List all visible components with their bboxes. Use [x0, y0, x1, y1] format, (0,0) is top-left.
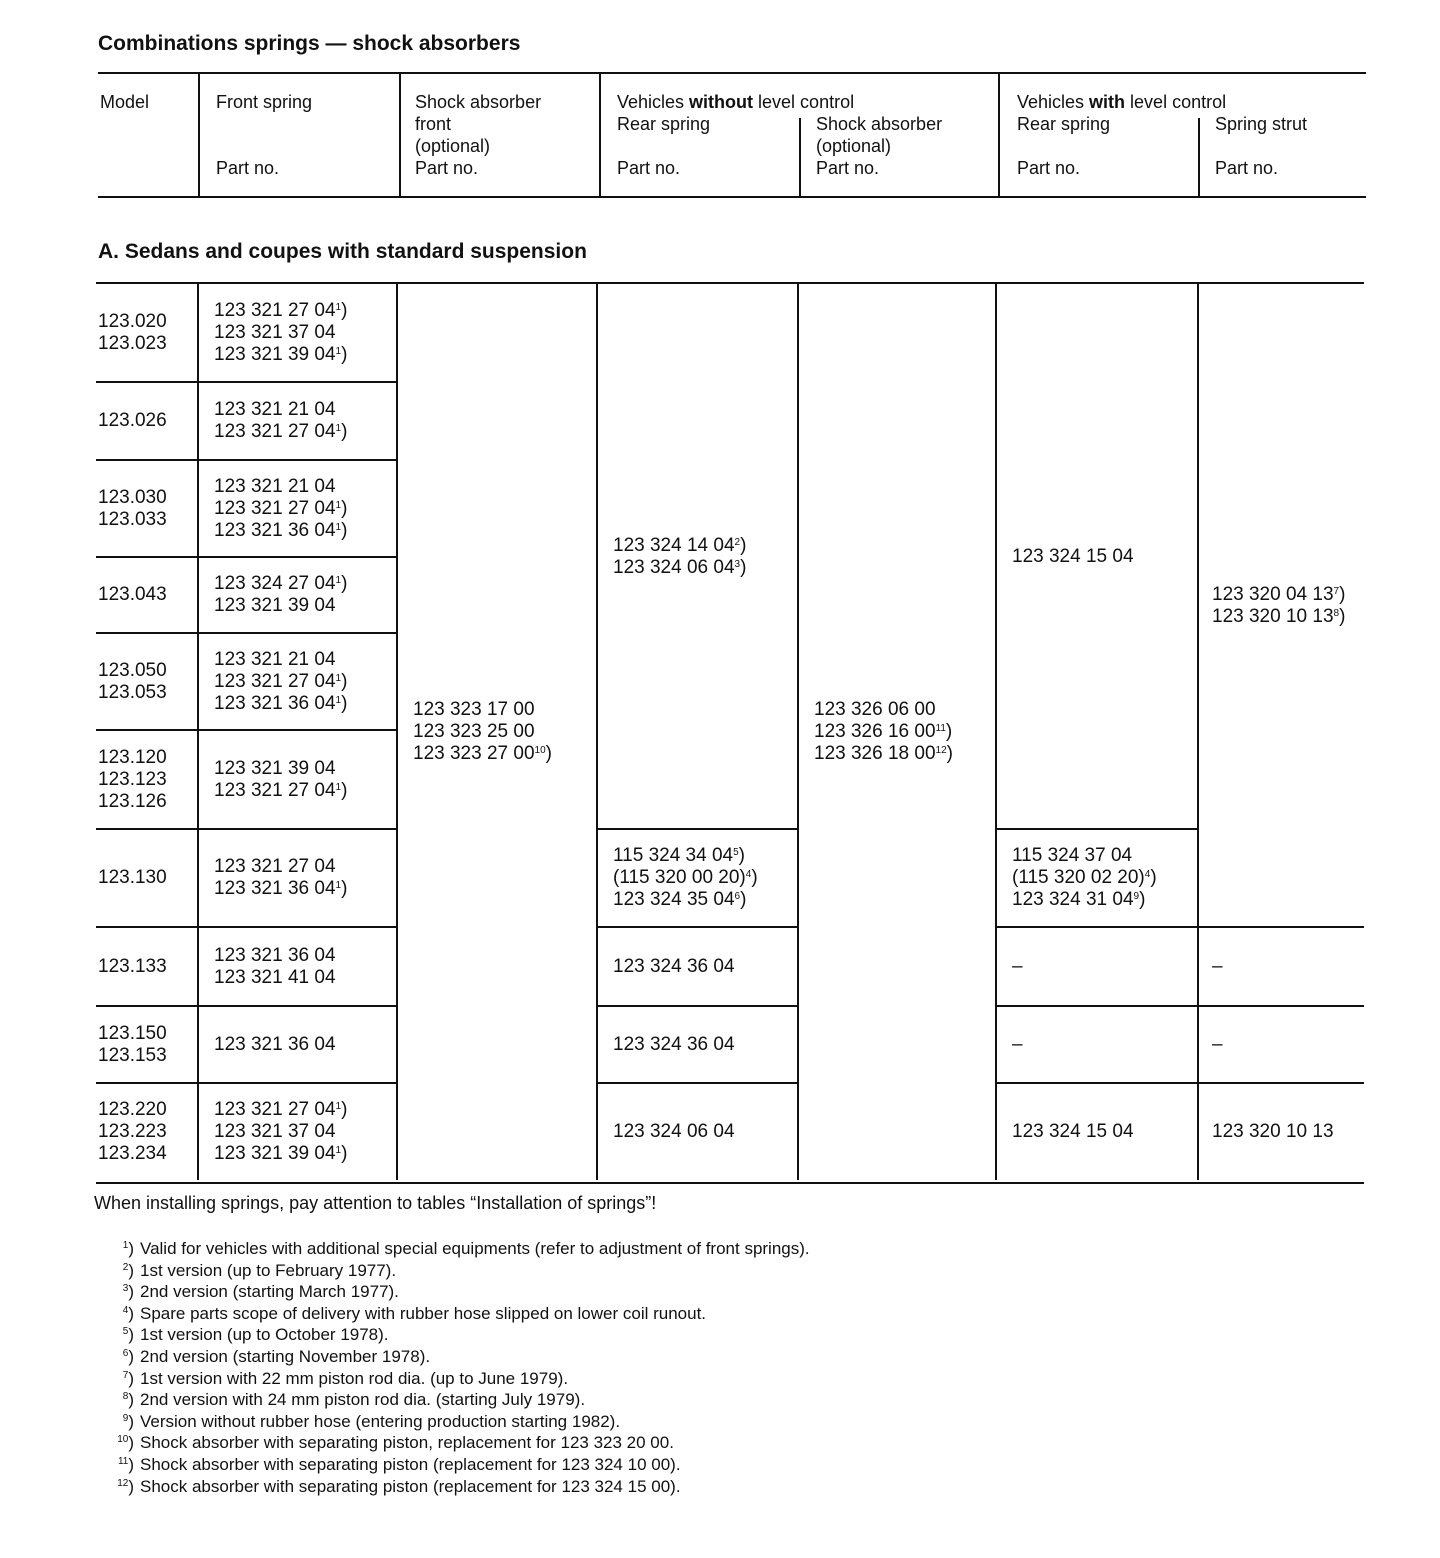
rear-spring-cell — [613, 829, 798, 927]
header-model: Model — [100, 92, 150, 112]
model-cell — [98, 557, 184, 633]
model-cell — [98, 927, 184, 1006]
front-spring-cell-line: 123 321 21 04 — [214, 475, 336, 497]
front-spring-cell-line: 123 321 39 $04^1$) — [214, 1142, 348, 1164]
footnote-number: 7 — [122, 1369, 129, 1381]
rear-spring-lc-cell-line: 123 324 15 04 — [1012, 545, 1134, 567]
footnote-marker: $^8$) — [122, 1390, 134, 1410]
footnote-number: 1 — [122, 1240, 129, 1251]
footnote-ref: 2 — [734, 536, 741, 548]
front-spring-cell — [214, 460, 397, 557]
front-spring-cell-line: 123 321 21 04 — [214, 399, 336, 420]
spring-strut-cell — [1212, 1006, 1362, 1083]
shock-front-cell-line: 123 323 25 00 — [413, 721, 535, 742]
footnote-ref: 4 — [1144, 869, 1151, 880]
rear-spring-cell — [613, 284, 798, 829]
column-divider — [1198, 118, 1200, 196]
rear-spring-cell-line: 123 324 35 $04^6$) — [613, 889, 747, 910]
front-spring-cell-line: 123 321 36 $04^1$) — [214, 692, 348, 714]
spring-strut-cell — [1212, 1083, 1362, 1180]
footnote-ref: 1 — [335, 575, 342, 586]
shock-rear-cell-line: 123 326 06 00 — [814, 699, 936, 720]
rear-spring-cell-line: 123 324 36 04 — [613, 1033, 735, 1055]
footnote-marker: $^9$) — [122, 1411, 134, 1431]
model-cell-line: 123.120 — [98, 746, 167, 768]
model-cell — [98, 730, 184, 829]
front-spring-cell-line: 123 321 39 04 — [214, 595, 336, 616]
footnote-item — [90, 1368, 810, 1390]
front-spring-cell-lines — [214, 1099, 347, 1165]
footnote-ref: 1 — [335, 694, 342, 706]
footnote-number: 9 — [122, 1412, 129, 1424]
model-cell-line: 123.020 — [98, 311, 167, 332]
header-group-text: level control — [753, 92, 855, 112]
header-part-no: Part no. — [415, 158, 479, 178]
footnote-ref: 7 — [1333, 585, 1340, 597]
spring-strut-cell-lines — [1212, 956, 1223, 978]
footnote-ref: 12 — [935, 745, 947, 756]
footnote-ref: 1 — [335, 1100, 342, 1112]
rear-spring-cell-lines — [613, 845, 758, 911]
header-part-no: Part no. — [617, 158, 681, 178]
footnote-ref: 1 — [335, 423, 342, 434]
front-spring-cell-line: 123 321 39 $04^1$) — [214, 344, 348, 365]
footnote-ref: 8 — [1333, 607, 1340, 619]
footnote-marker: $^7$) — [122, 1368, 134, 1388]
model-cell — [98, 633, 184, 730]
model-cell-line: 123.030 — [98, 486, 167, 508]
footnote-text: Valid for vehicles with additional special equipments (refer to adjustment of front springs). — [140, 1239, 810, 1258]
front-spring-cell — [214, 284, 397, 382]
model-cell-line: 123.130 — [98, 867, 167, 888]
footnote-number: 3 — [122, 1283, 129, 1295]
spring-strut-cell-line: 123 320 10 13 — [1212, 1120, 1334, 1142]
footnote-ref: 1 — [335, 781, 342, 793]
footnote-ref: 1 — [335, 302, 342, 313]
header-shock-front-line: (optional) — [415, 136, 491, 156]
spring-strut-cell-lines — [1212, 1121, 1334, 1143]
rear-spring-cell — [613, 1083, 798, 1180]
column-header-table — [98, 72, 1366, 198]
rear-spring-lc-cell — [1012, 927, 1198, 1006]
header-part-no: Part no. — [1017, 158, 1081, 178]
front-spring-cell-line: 123 321 37 04 — [214, 322, 336, 343]
front-spring-cell-lines — [214, 1034, 336, 1056]
model-cell-line: 123.023 — [98, 333, 167, 354]
front-spring-cell-line: 123 321 39 04 — [214, 757, 336, 779]
model-cell-line: 123.126 — [98, 790, 167, 812]
front-spring-cell — [214, 633, 397, 730]
header-shock-rear-line: (optional) — [816, 136, 892, 156]
parts-table — [96, 282, 1364, 1184]
footnote-marker: $^2$) — [122, 1260, 134, 1280]
header-group-text: level control — [1125, 92, 1227, 112]
front-spring-cell — [214, 730, 397, 829]
header-group-emphasis: without — [689, 92, 754, 112]
rear-spring-lc-cell — [1012, 1006, 1198, 1083]
model-cell-lines — [98, 584, 167, 606]
shock-front-cell-lines — [413, 699, 552, 765]
footnote-text: 1st version (up to February 1977). — [140, 1260, 397, 1280]
header-shock-rear-line: Shock absorber — [816, 114, 943, 134]
front-spring-cell-line: 123 321 27 $04^1$) — [214, 779, 348, 801]
front-spring-cell-line: 123 321 21 04 — [214, 648, 336, 670]
footnote-ref: 6 — [734, 891, 741, 902]
spring-strut-cell-lines — [1212, 1034, 1223, 1056]
model-cell — [98, 1083, 184, 1180]
front-spring-cell-lines — [214, 945, 336, 989]
header-without-level-control — [617, 91, 854, 113]
header-group-text: Vehicles — [617, 92, 690, 112]
footnote-number: 6 — [122, 1347, 129, 1359]
model-cell-lines — [98, 747, 167, 813]
front-spring-cell-line: 123 321 27 $04^1$) — [214, 497, 348, 519]
footnote-text: 2nd version (starting March 1977). — [140, 1282, 399, 1302]
rear-spring-lc-cell-line: 123 324 15 04 — [1012, 1120, 1134, 1142]
footnote-item — [90, 1454, 810, 1476]
rear-spring-cell-lines — [613, 1121, 735, 1143]
footnote-item — [90, 1303, 810, 1325]
model-cell-line: 123.123 — [98, 768, 167, 790]
footnote-ref: 1 — [335, 499, 342, 511]
footnote-marker: $^3$) — [122, 1282, 134, 1302]
footnote-text: 1st version (up to October 1978). — [140, 1325, 389, 1345]
header-group-text: Vehicles — [1017, 92, 1090, 112]
footnote-ref: 1 — [335, 1144, 342, 1156]
spring-strut-cell-line: 123 320 04 $13^7$) — [1212, 583, 1346, 605]
model-cell-line: 123.026 — [98, 410, 167, 431]
front-spring-cell-line: 123 321 27 $04^1$) — [214, 421, 348, 442]
model-cell — [98, 382, 184, 460]
footnote-number: 11 — [117, 1455, 129, 1467]
rear-spring-cell — [613, 927, 798, 1006]
footnote-marker: $^{11}$) — [117, 1454, 134, 1474]
shock-front-cell-line: 123 323 17 00 — [413, 699, 535, 720]
column-divider — [599, 74, 601, 196]
rear-spring-cell-lines — [613, 956, 735, 978]
front-spring-cell-line: 123 321 27 04 — [214, 856, 336, 877]
column-divider — [799, 118, 801, 196]
front-spring-cell-line: 123 321 36 $04^1$) — [214, 878, 348, 899]
footnote-ref: 1 — [335, 672, 342, 684]
footnote-item — [90, 1432, 810, 1454]
front-spring-cell-lines — [214, 856, 347, 900]
model-cell-lines — [98, 1099, 167, 1165]
footnote-number: 12 — [117, 1477, 129, 1489]
rear-spring-lc-cell-line: 123 324 31 $04^9$) — [1012, 889, 1146, 910]
rear-spring-lc-cell-line: (115 320 02 20)$^4$) — [1012, 867, 1157, 888]
model-cell-line: 123.043 — [98, 584, 167, 605]
rear-spring-lc-cell-line: 115 324 37 04 — [1012, 845, 1133, 866]
model-cell-line: 123.133 — [98, 955, 167, 977]
footnote-item — [90, 1260, 810, 1282]
footnote-marker: $^6$) — [122, 1346, 134, 1366]
footnote-number: 8 — [122, 1391, 129, 1403]
front-spring-cell-lines — [214, 758, 347, 802]
rear-spring-lc-cell-lines — [1012, 956, 1023, 978]
footnote-ref: 11 — [935, 723, 946, 734]
front-spring-cell-lines — [214, 300, 347, 366]
header-part-no: Part no. — [216, 158, 280, 178]
rear-spring-cell-lines — [613, 535, 746, 579]
model-cell-lines — [98, 410, 167, 432]
model-cell-line: 123.150 — [98, 1022, 167, 1044]
rear-spring-lc-cell — [1012, 284, 1198, 829]
model-cell-line: 123.220 — [98, 1098, 167, 1120]
model-cell — [98, 460, 184, 557]
footnote-item — [90, 1389, 810, 1411]
install-note: When installing springs, pay attention to tables “Installation of springs”! — [94, 1193, 657, 1213]
front-spring-cell-lines — [214, 476, 347, 542]
header-rear-spring: Rear spring — [617, 114, 711, 134]
model-cell — [98, 829, 184, 927]
footnote-item — [90, 1238, 810, 1260]
rear-spring-cell-lines — [613, 1034, 735, 1056]
front-spring-cell-line: 123 321 41 04 — [214, 966, 336, 988]
spring-strut-cell-line: – — [1212, 955, 1223, 977]
column-divider — [198, 74, 200, 196]
model-cell-line: 123.033 — [98, 508, 167, 530]
footnote-number: 4 — [122, 1304, 129, 1316]
rear-spring-lc-cell — [1012, 829, 1198, 927]
footnote-ref: 10 — [534, 745, 546, 756]
footnote-item — [90, 1476, 810, 1498]
front-spring-cell — [214, 927, 397, 1006]
spring-strut-cell-line: 123 320 10 $13^8$) — [1212, 605, 1346, 627]
footnote-ref: 3 — [734, 558, 741, 570]
footnote-number: 2 — [122, 1261, 129, 1273]
rear-spring-cell-line: (115 320 00 20)$^4$) — [613, 867, 758, 888]
header-part-no: Part no. — [816, 158, 880, 178]
header-part-no: Part no. — [1215, 158, 1279, 178]
front-spring-cell — [214, 1006, 397, 1083]
footnote-ref: 4 — [745, 869, 752, 880]
footnote-number: 10 — [117, 1434, 129, 1446]
model-cell — [98, 1006, 184, 1083]
front-spring-cell-line: 123 321 27 $04^1$) — [214, 300, 348, 321]
section-title: A. Sedans and coupes with standard suspension — [98, 240, 587, 263]
shock-rear-cell-line: 123 326 18 $00^{12}$) — [814, 743, 953, 764]
footnotes-list — [90, 1238, 810, 1497]
front-spring-cell-line: 123 321 37 04 — [214, 1120, 336, 1142]
footnote-marker: $^4$) — [122, 1303, 134, 1323]
front-spring-cell-lines — [214, 649, 347, 715]
model-cell — [98, 284, 184, 382]
footnote-text: Spare parts scope of delivery with rubber hose slipped on lower coil runout. — [140, 1303, 707, 1323]
spring-strut-cell — [1212, 927, 1362, 1006]
model-cell-lines — [98, 487, 167, 531]
shock-front-cell — [413, 284, 597, 1180]
model-cell-lines — [98, 867, 167, 889]
shock-rear-cell-lines — [814, 699, 953, 765]
header-rear-spring-lc: Rear spring — [1017, 114, 1111, 134]
front-spring-cell-line: 123 321 36 04 — [214, 1033, 336, 1055]
model-cell-line: 123.053 — [98, 681, 167, 703]
footnote-text: Shock absorber with separating piston (replacement for 123 324 15 00). — [140, 1476, 681, 1496]
footnote-text: 1st version with 22 mm piston rod dia. (up to June 1979). — [140, 1368, 569, 1388]
rear-spring-lc-cell-line: – — [1012, 955, 1023, 977]
front-spring-cell — [214, 829, 397, 927]
footnote-ref: 1 — [335, 521, 342, 533]
footnote-marker: $^1$) — [122, 1239, 134, 1258]
header-group-emphasis: with — [1089, 92, 1126, 112]
footnote-item — [90, 1346, 810, 1368]
header-spring-strut: Spring strut — [1215, 114, 1308, 134]
footnote-text: Version without rubber hose (entering production starting 1982). — [140, 1411, 621, 1431]
header-with-level-control — [1017, 91, 1226, 113]
column-divider — [197, 284, 199, 1180]
spring-strut-cell — [1212, 284, 1362, 927]
spring-strut-cell-lines — [1212, 584, 1345, 628]
shock-front-cell-line: 123 323 27 $00^{10}$) — [413, 743, 552, 764]
footnote-item — [90, 1411, 810, 1433]
footnote-item — [90, 1324, 810, 1346]
front-spring-cell — [214, 1083, 397, 1180]
page-title: Combinations springs — shock absorbers — [98, 32, 521, 55]
footnote-marker: $^{12}$) — [117, 1476, 134, 1496]
column-divider — [399, 74, 401, 196]
shock-rear-cell — [814, 284, 996, 1180]
model-cell-line: 123.050 — [98, 659, 167, 681]
model-cell-lines — [98, 956, 167, 978]
model-cell-line: 123.153 — [98, 1044, 167, 1066]
header-shock-front-line: Shock absorber — [415, 92, 542, 112]
rear-spring-cell-line: 123 324 36 04 — [613, 955, 735, 977]
footnote-marker: $^{10}$) — [117, 1433, 134, 1453]
footnote-text: Shock absorber with separating piston, replacement for 123 323 20 00. — [140, 1433, 674, 1453]
front-spring-cell-line: 123 321 27 $04^1$) — [214, 670, 348, 692]
front-spring-cell-line: 123 321 36 $04^1$) — [214, 519, 348, 541]
shock-rear-cell-line: 123 326 16 $00^{11}$) — [814, 721, 953, 742]
footnote-ref: 9 — [1133, 891, 1140, 902]
front-spring-cell-lines — [214, 399, 347, 443]
footnote-number: 5 — [122, 1326, 129, 1338]
footnote-marker: $^5$) — [122, 1325, 134, 1345]
model-cell-lines — [98, 311, 167, 355]
footnote-ref: 1 — [335, 346, 342, 357]
footnote-text: 2nd version (starting November 1978). — [140, 1346, 431, 1366]
header-shock-front — [415, 91, 541, 157]
model-cell-lines — [98, 660, 167, 704]
header-front-spring: Front spring — [216, 92, 313, 112]
rear-spring-cell-line: 123 324 06 04 — [613, 1120, 735, 1142]
rear-spring-lc-cell — [1012, 1083, 1198, 1180]
footnote-text: Shock absorber with separating piston (replacement for 123 324 10 00). — [140, 1454, 681, 1474]
footnote-ref: 1 — [335, 880, 342, 891]
footnote-ref: 5 — [733, 847, 739, 858]
rear-spring-cell-line: 123 324 06 $04^3$) — [613, 556, 747, 578]
model-cell-lines — [98, 1023, 167, 1067]
rear-spring-lc-cell-lines — [1012, 1034, 1023, 1056]
front-spring-cell-line: 123 321 36 04 — [214, 944, 336, 966]
front-spring-cell-line: 123 321 27 $04^1$) — [214, 1098, 348, 1120]
rear-spring-cell-line: 115 324 34 $04^5$) — [613, 845, 745, 866]
front-spring-cell — [214, 557, 397, 633]
footnote-text: 2nd version with 24 mm piston rod dia. (starting July 1979). — [140, 1390, 586, 1410]
footnote-item — [90, 1281, 810, 1303]
header-shock-rear — [816, 113, 942, 157]
rear-spring-lc-cell-lines — [1012, 845, 1157, 911]
front-spring-cell-line: 123 324 27 $04^1$) — [214, 573, 348, 594]
model-cell-line: 123.223 — [98, 1120, 167, 1142]
rear-spring-lc-cell-line: – — [1012, 1033, 1023, 1055]
header-shock-front-line: front — [415, 114, 452, 134]
column-divider — [998, 74, 1000, 196]
rear-spring-lc-cell-lines — [1012, 1121, 1134, 1143]
model-cell-line: 123.234 — [98, 1142, 167, 1164]
front-spring-cell — [214, 382, 397, 460]
front-spring-cell-lines — [214, 573, 347, 617]
rear-spring-cell-line: 123 324 14 $04^2$) — [613, 534, 747, 556]
rear-spring-lc-cell-lines — [1012, 546, 1134, 568]
spring-strut-cell-line: – — [1212, 1033, 1223, 1055]
rear-spring-cell — [613, 1006, 798, 1083]
